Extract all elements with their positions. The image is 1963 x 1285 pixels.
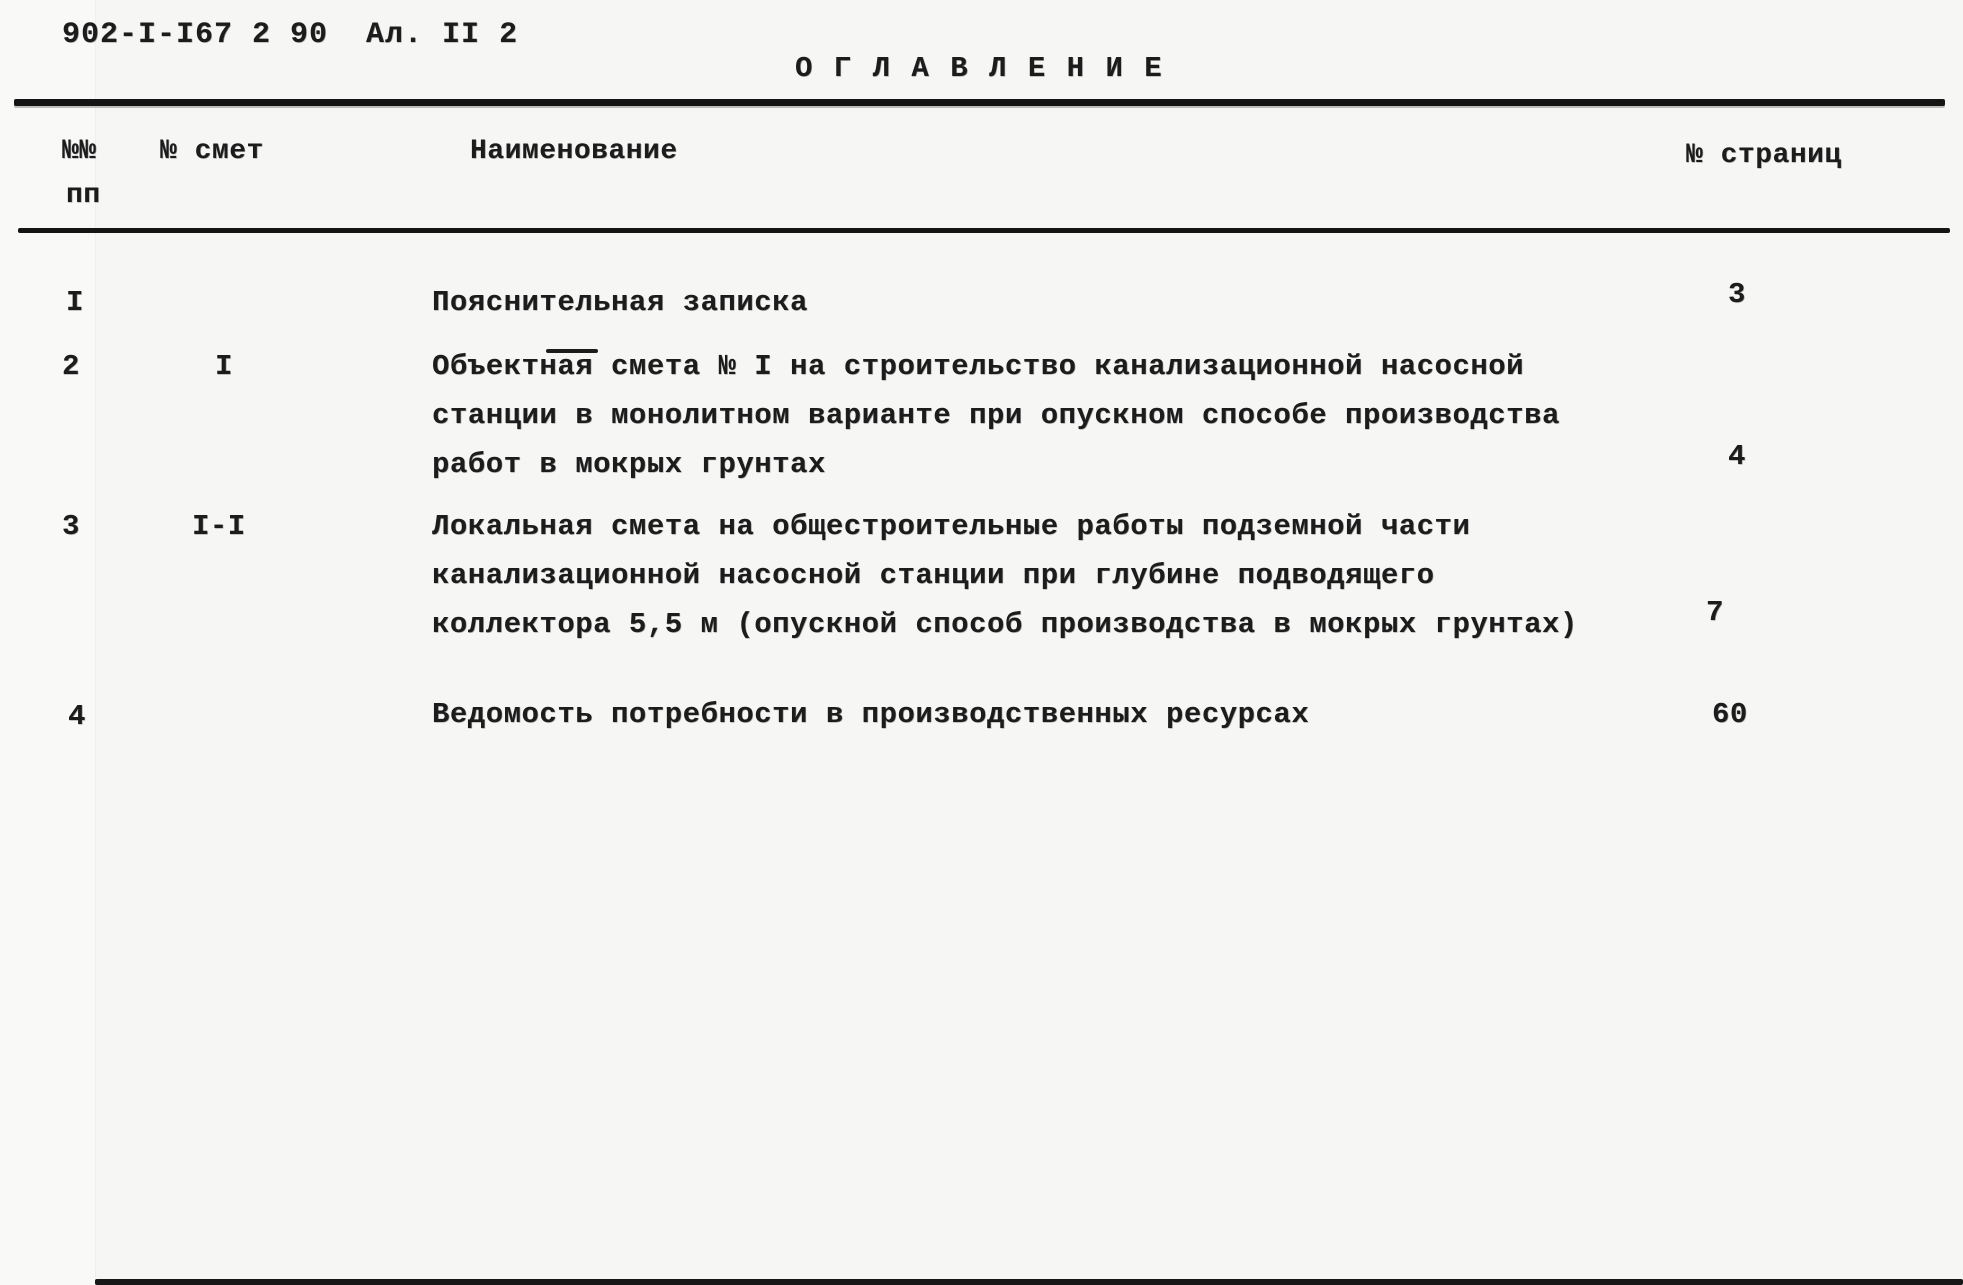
row-number: I [66,286,84,319]
doc-code: 902-I-I67 2 90 Ал. II 2 [62,18,519,52]
row-title-line: станции в монолитном варианте при опускном способе производства [432,399,1560,432]
page-title: О Г Л А В Л Е Н И Е [795,52,1164,85]
col-header-row-number-line2: пп [66,180,101,211]
col-header-name: Наименование [470,136,678,167]
page-number: 4 [1728,440,1746,473]
estimate-number: I [215,350,233,383]
row-number: 3 [62,510,80,543]
row-title-line: работ в мокрых грунтах [432,448,826,481]
bottom-scan-artifact-line [95,1279,1963,1285]
row-number: 2 [62,350,80,383]
header-bottom-rule [18,228,1950,233]
page-number: 3 [1728,278,1746,311]
col-header-row-number-line1: №№ [62,136,97,167]
row-title-line: Ведомость потребности в производственных ресурсах [432,698,1310,731]
page-number: 7 [1706,596,1724,629]
row-title-line: канализационной насосной станции при глубине подводящего [432,559,1435,592]
row-title-line: Локальная смета на общестроительные работы подземной части [432,510,1471,543]
page-number: 60 [1712,698,1748,731]
col-header-estimate-number: № смет [160,136,264,167]
estimate-number: I-I [192,510,246,543]
row-number: 4 [68,700,86,733]
col-header-page-number: № страниц [1686,140,1842,171]
row-title-line: Объектная смета № I на строительство канализационной насосной [432,350,1525,383]
row-title-line: коллектора 5,5 м (опускной способ производства в мокрых грунтах) [432,608,1578,641]
table-top-rule [14,99,1945,106]
row-title-line: Пояснительная записка [432,286,808,319]
